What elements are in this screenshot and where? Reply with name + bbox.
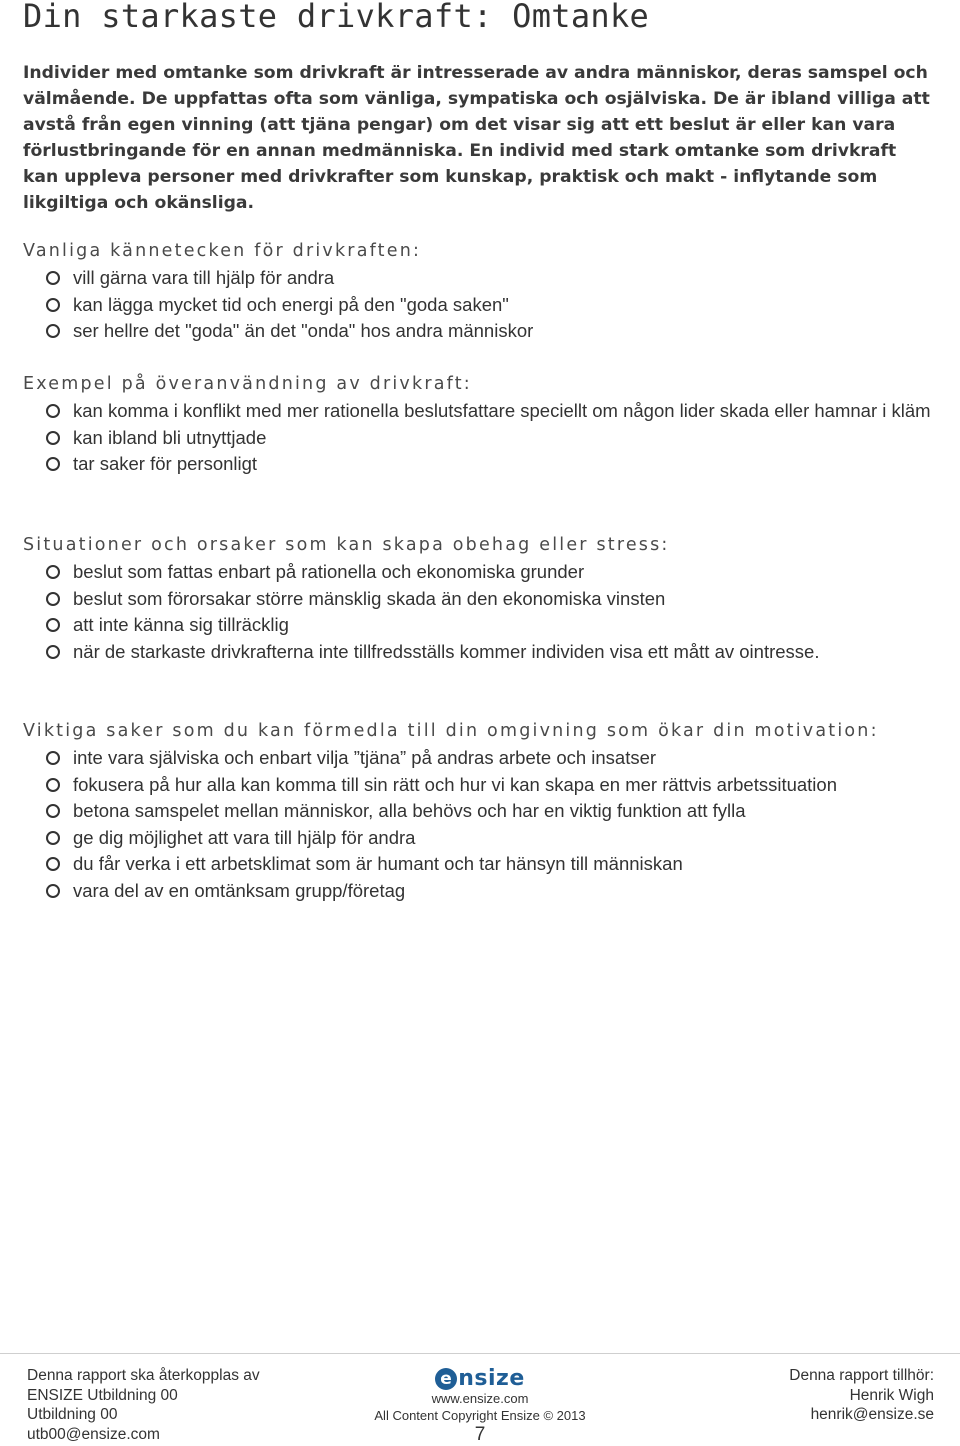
list-item: inte vara själviska och enbart vilja ”tjäna” på andras arbete och insatser	[23, 745, 937, 772]
circle-bullet-icon	[46, 645, 60, 659]
bullet-list	[23, 265, 937, 345]
list-item: tar saker för personligt	[23, 451, 937, 478]
circle-bullet-icon	[46, 404, 60, 418]
circle-bullet-icon	[46, 831, 60, 845]
circle-bullet-icon	[46, 298, 60, 312]
footer-owner-email-link[interactable]: henrik@ensize.se	[810, 1406, 934, 1423]
page-title: Din starkaste drivkraft: Omtanke	[23, 0, 650, 35]
circle-bullet-icon	[46, 324, 60, 338]
footer-email-link[interactable]: utb00@ensize.com	[27, 1425, 160, 1443]
logo-e-icon: e	[435, 1368, 457, 1390]
bullet-list	[23, 745, 937, 904]
list-item: betona samspelet mellan människor, alla behövs och har en viktig funktion att fylla	[23, 798, 937, 825]
bullet-list	[23, 398, 937, 478]
circle-bullet-icon	[46, 271, 60, 285]
circle-bullet-icon	[46, 778, 60, 792]
circle-bullet-icon	[46, 618, 60, 632]
section-heading: Viktiga saker som du kan förmedla till din omgivning som ökar din motivation:	[23, 721, 879, 741]
list-item: kan komma i konflikt med mer rationella beslutsfattare speciellt om någon lider skada eller hamnar i kläm	[23, 398, 937, 425]
circle-bullet-icon	[46, 565, 60, 579]
footer-divider	[0, 1353, 960, 1354]
list-item: att inte känna sig tillräcklig	[23, 612, 937, 639]
list-item: fokusera på hur alla kan komma till sin rätt och hur vi kan skapa en mer rättvis arbetssituation	[23, 772, 937, 799]
circle-bullet-icon	[46, 457, 60, 471]
circle-bullet-icon	[46, 431, 60, 445]
list-item: beslut som fattas enbart på rationella och ekonomiska grunder	[23, 559, 937, 586]
circle-bullet-icon	[46, 804, 60, 818]
bullet-list	[23, 559, 937, 665]
circle-bullet-icon	[46, 592, 60, 606]
footer-copyright: All Content Copyright Ensize © 2013	[374, 1407, 586, 1423]
footer-contact-right: Denna rapport tillhör: Henrik Wigh henrik@ensize.se	[789, 1367, 934, 1423]
section-heading: Vanliga kännetecken för drivkraften:	[23, 241, 422, 261]
list-item: beslut som förorsakar större mänsklig skada än den ekonomiska vinsten	[23, 586, 937, 613]
page-number: 7	[474, 1424, 486, 1445]
section-characteristics	[23, 238, 937, 345]
footer-website-link[interactable]: www.ensize.com	[431, 1391, 529, 1406]
footer-center	[360, 1366, 600, 1446]
circle-bullet-icon	[46, 884, 60, 898]
list-item: du får verka i ett arbetsklimat som är humant och tar hänsyn till människan	[23, 851, 937, 878]
intro-paragraph: Individer med omtanke som drivkraft är intresserade av andra människor, deras samspel och välmående. De uppfattas ofta som vänliga, sympatiska och osjälviska. De är ibland villiga att avstå från egen vinning (att tjäna pengar) om det visar sig att ett beslut är eller kan vara förlustbringande för en annan medmänniska. En individ med stark omtanke som drivkraft kan uppleva personer med drivkrafter som kunskap, praktisk och makt - inflytande som likgiltiga och okänsliga.	[23, 63, 930, 213]
ensize-logo: e nsize	[435, 1366, 525, 1391]
footer-contact-left: Denna rapport ska återkopplas av ENSIZE Utbildning 00 Utbildning 00 utb00@ensize.com	[27, 1367, 260, 1443]
list-item: vill gärna vara till hjälp för andra	[23, 265, 937, 292]
list-item: ser hellre det "goda" än det "onda" hos andra människor	[23, 318, 937, 345]
list-item: kan lägga mycket tid och energi på den "goda saken"	[23, 292, 937, 319]
section-motivation	[23, 718, 937, 904]
section-overuse	[23, 371, 937, 478]
list-item: när de starkaste drivkrafterna inte tillfredsställs kommer individen visa ett mått av ointresse.	[23, 639, 937, 666]
list-item: kan ibland bli utnyttjade	[23, 425, 937, 452]
section-heading: Exempel på överanvändning av drivkraft:	[23, 374, 472, 394]
circle-bullet-icon	[46, 751, 60, 765]
section-heading: Situationer och orsaker som kan skapa obehag eller stress:	[23, 535, 670, 555]
list-item: ge dig möjlighet att vara till hjälp för andra	[23, 825, 937, 852]
section-stress	[23, 532, 937, 665]
circle-bullet-icon	[46, 857, 60, 871]
list-item: vara del av en omtänksam grupp/företag	[23, 878, 937, 905]
